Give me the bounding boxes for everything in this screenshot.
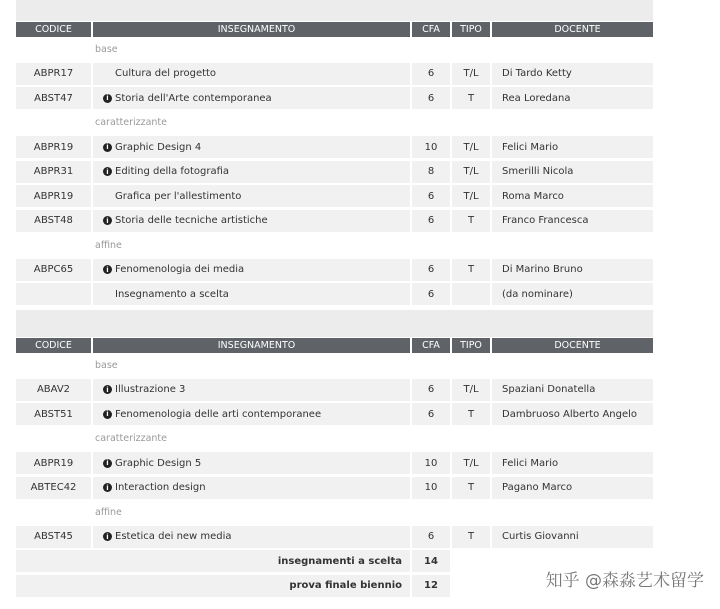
table-header xyxy=(16,22,653,37)
study-plan-table-2 xyxy=(16,338,653,600)
course-name: Fenomenologia delle arti contemporanee xyxy=(115,408,322,420)
course-name: Graphic Design 5 xyxy=(115,457,202,469)
group-row xyxy=(16,354,653,376)
table-row xyxy=(16,379,653,401)
course-tipo: T xyxy=(452,403,490,425)
info-icon[interactable]: i xyxy=(103,459,112,468)
course-tipo: T xyxy=(452,210,490,232)
course-tipo: T/L xyxy=(452,63,490,85)
total-label: insegnamenti a scelta xyxy=(16,550,410,572)
course-cfa: 6 xyxy=(412,185,450,207)
group-label: base xyxy=(95,359,118,371)
course-name-cell xyxy=(93,63,410,85)
course-cfa: 8 xyxy=(412,161,450,183)
table-row xyxy=(16,452,653,474)
course-docente: (da nominare) xyxy=(492,283,653,305)
course-tipo xyxy=(452,283,490,305)
table-row xyxy=(16,63,653,85)
table2-caption-bar xyxy=(16,310,653,337)
course-name: Insegnamento a scelta xyxy=(115,288,229,300)
course-cfa: 6 xyxy=(412,283,450,305)
course-cfa: 6 xyxy=(412,63,450,85)
info-icon[interactable]: i xyxy=(103,410,112,419)
table-row xyxy=(16,283,653,305)
header-codice: CODICE xyxy=(16,338,91,353)
header-cfa: CFA xyxy=(412,22,450,37)
course-code: ABPR17 xyxy=(16,63,91,85)
table-header xyxy=(16,338,653,353)
course-cfa: 10 xyxy=(412,136,450,158)
course-name: Storia dell'Arte contemporanea xyxy=(115,92,272,104)
header-insegnamento: INSEGNAMENTO xyxy=(93,22,410,37)
course-cfa: 6 xyxy=(412,210,450,232)
course-cfa: 10 xyxy=(412,477,450,499)
course-tipo: T/L xyxy=(452,185,490,207)
info-icon[interactable]: i xyxy=(103,143,112,152)
course-code: ABTEC42 xyxy=(16,477,91,499)
group-label: caratterizzante xyxy=(95,117,167,128)
course-name: Fenomenologia dei media xyxy=(115,264,245,275)
info-icon[interactable]: i xyxy=(103,483,112,492)
header-codice: CODICE xyxy=(16,22,91,37)
header-cfa: CFA xyxy=(412,338,450,353)
watermark: 知乎 @森淼艺术留学 xyxy=(545,571,704,591)
header-tipo: TIPO xyxy=(452,338,490,353)
study-plan-table-1 xyxy=(16,22,653,312)
course-tipo: T xyxy=(452,259,490,281)
course-docente: Dambruoso Alberto Angelo xyxy=(492,403,653,425)
course-tipo: T xyxy=(452,477,490,499)
course-name-cell xyxy=(93,161,410,183)
info-icon[interactable]: i xyxy=(103,216,112,225)
course-docente: Spaziani Donatella xyxy=(492,379,653,401)
table1-caption-bar xyxy=(16,0,653,21)
group-row xyxy=(16,428,653,450)
course-tipo: T xyxy=(452,526,490,548)
course-code: ABPR31 xyxy=(16,161,91,183)
course-name-cell xyxy=(93,87,410,109)
course-name: Illustrazione 3 xyxy=(115,384,186,395)
group-label: caratterizzante xyxy=(95,433,167,444)
course-name-cell xyxy=(93,259,410,281)
total-cfa: 14 xyxy=(412,550,450,572)
course-docente: Pagano Marco xyxy=(492,477,653,499)
course-docente: Di Tardo Ketty xyxy=(492,63,653,85)
course-name: Cultura del progetto xyxy=(115,68,217,79)
course-cfa: 6 xyxy=(412,526,450,548)
info-icon[interactable]: i xyxy=(103,532,112,541)
course-code: ABST51 xyxy=(16,403,91,425)
course-tipo: T xyxy=(452,87,490,109)
course-name-cell xyxy=(93,403,410,425)
group-row xyxy=(16,234,653,256)
course-name: Grafica per l'allestimento xyxy=(115,190,242,202)
course-name: Estetica dei new media xyxy=(115,531,232,542)
course-code: ABPC65 xyxy=(16,259,91,281)
course-docente: Felici Mario xyxy=(492,452,653,474)
table-row xyxy=(16,185,653,207)
course-name-cell xyxy=(93,526,410,548)
info-icon[interactable]: i xyxy=(103,94,112,103)
course-tipo: T/L xyxy=(452,161,490,183)
course-name: Graphic Design 4 xyxy=(115,141,202,153)
course-name-cell xyxy=(93,283,410,305)
course-docente: Di Marino Bruno xyxy=(492,259,653,281)
group-label: base xyxy=(95,43,118,55)
course-tipo: T/L xyxy=(452,136,490,158)
header-tipo: TIPO xyxy=(452,22,490,37)
course-name-cell xyxy=(93,379,410,401)
course-docente: Roma Marco xyxy=(492,185,653,207)
table-row xyxy=(16,526,653,548)
course-docente: Smerilli Nicola xyxy=(492,161,653,183)
course-code: ABST47 xyxy=(16,87,91,109)
course-tipo: T/L xyxy=(452,379,490,401)
group-row xyxy=(16,38,653,60)
course-cfa: 6 xyxy=(412,87,450,109)
course-code: ABPR19 xyxy=(16,452,91,474)
course-cfa: 10 xyxy=(412,452,450,474)
course-code: ABST48 xyxy=(16,210,91,232)
total-label: prova finale biennio xyxy=(16,575,410,597)
table-row xyxy=(16,403,653,425)
info-icon[interactable]: i xyxy=(103,167,112,176)
table-row xyxy=(16,87,653,109)
course-cfa: 6 xyxy=(412,379,450,401)
course-name-cell xyxy=(93,452,410,474)
course-name: Editing della fotografia xyxy=(115,166,230,177)
header-insegnamento: INSEGNAMENTO xyxy=(93,338,410,353)
group-row xyxy=(16,112,653,134)
group-label: affine xyxy=(95,239,122,251)
course-docente: Felici Mario xyxy=(492,136,653,158)
course-code xyxy=(16,283,91,305)
course-name-cell xyxy=(93,477,410,499)
course-docente: Curtis Giovanni xyxy=(492,526,653,548)
info-icon[interactable]: i xyxy=(103,385,112,394)
group-row xyxy=(16,501,653,523)
course-name: Interaction design xyxy=(115,482,206,493)
course-docente: Franco Francesca xyxy=(492,210,653,232)
table-row xyxy=(16,477,653,499)
header-docente: DOCENTE xyxy=(492,22,653,37)
info-icon[interactable]: i xyxy=(103,265,112,274)
course-code: ABPR19 xyxy=(16,136,91,158)
table-row xyxy=(16,259,653,281)
course-name-cell xyxy=(93,185,410,207)
course-name: Storia delle tecniche artistiche xyxy=(115,215,268,226)
course-tipo: T/L xyxy=(452,452,490,474)
course-cfa: 6 xyxy=(412,403,450,425)
header-docente: DOCENTE xyxy=(492,338,653,353)
course-docente: Rea Loredana xyxy=(492,87,653,109)
course-cfa: 6 xyxy=(412,259,450,281)
course-name-cell xyxy=(93,210,410,232)
table-row xyxy=(16,210,653,232)
total-cfa: 12 xyxy=(412,575,450,597)
group-label: affine xyxy=(95,506,122,518)
course-code: ABAV2 xyxy=(16,379,91,401)
course-code: ABPR19 xyxy=(16,185,91,207)
table-row xyxy=(16,136,653,158)
course-name-cell xyxy=(93,136,410,158)
course-code: ABST45 xyxy=(16,526,91,548)
table-row xyxy=(16,161,653,183)
